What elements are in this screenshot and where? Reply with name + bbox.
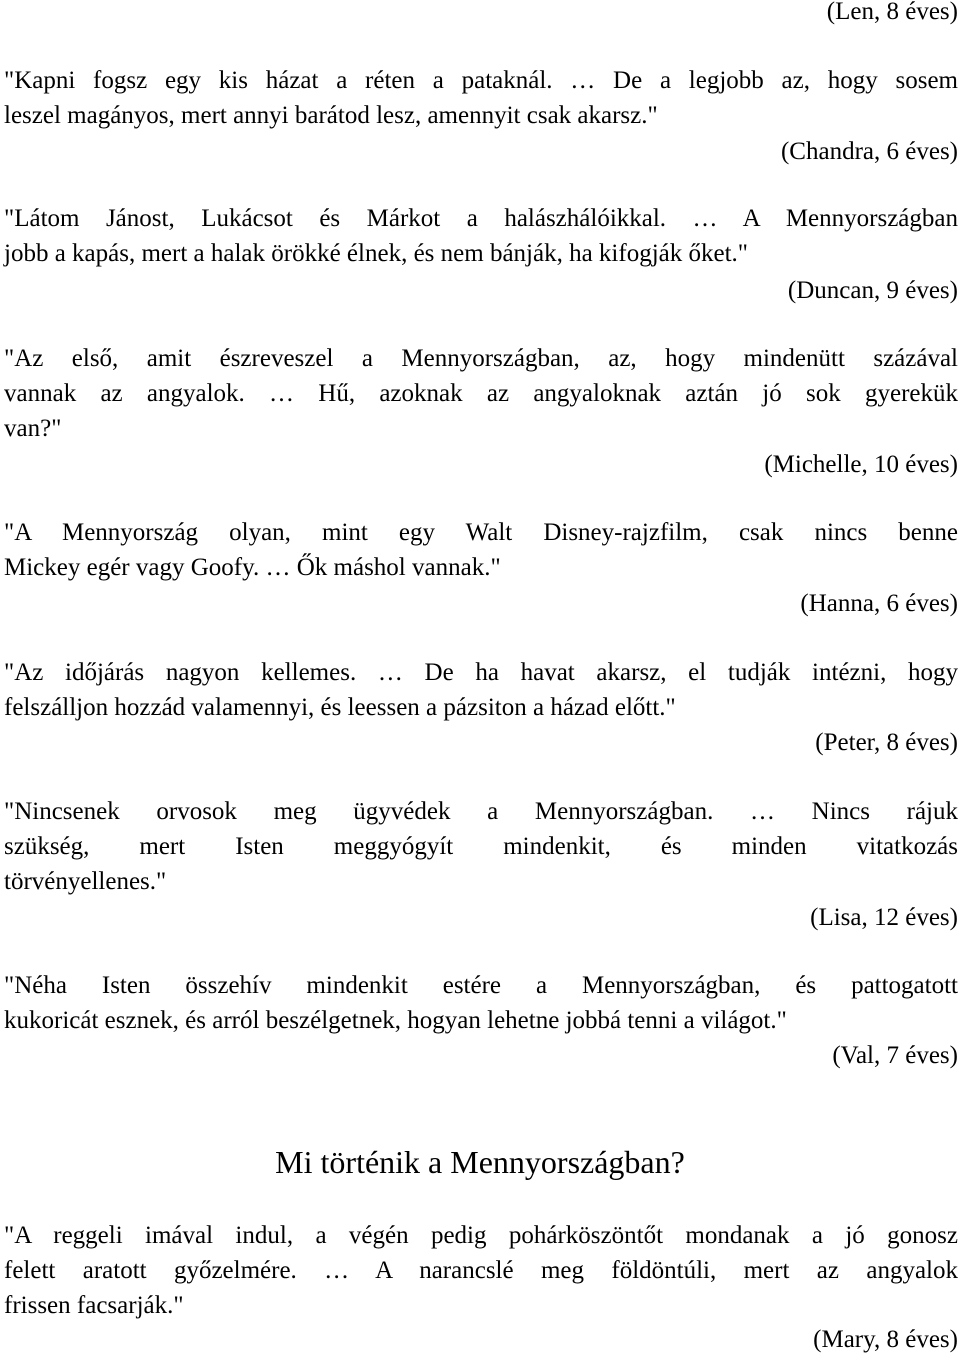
section-heading: Mi történik a Mennyországban? xyxy=(275,1144,685,1180)
quote-line: "A Mennyország olyan, mint egy Walt Disney-rajzfilm, csak nincs benne xyxy=(4,519,958,546)
quote-peter xyxy=(4,655,958,725)
quote-line: szükség, mert Isten meggyógyít mindenkit, és minden vitatkozás xyxy=(4,833,958,860)
quote-line: vannak az angyalok. … Hű, azoknak az angyaloknak aztán jó sok gyerekük xyxy=(4,380,958,407)
quote-line: "Látom Jánost, Lukácsot és Márkot a halászhálóikkal. … A Mennyországban xyxy=(4,205,958,232)
quote-michelle xyxy=(4,341,958,446)
attribution-mary: (Mary, 8 éves) xyxy=(813,1326,958,1353)
quote-hanna xyxy=(4,515,958,585)
quote-lisa xyxy=(4,794,958,899)
quote-val xyxy=(4,968,958,1038)
quote-line: felett aratott győzelmére. … A narancslé meg földöntúli, mert az angyalok xyxy=(4,1257,958,1284)
quote-line: "Néha Isten összehív mindenkit estére a Mennyországban, és pattogatott xyxy=(4,972,958,999)
quote-chandra xyxy=(4,63,958,133)
attribution-lisa: (Lisa, 12 éves) xyxy=(810,904,958,931)
attribution-hanna: (Hanna, 6 éves) xyxy=(800,590,958,617)
attribution-duncan: (Duncan, 9 éves) xyxy=(787,277,958,304)
quote-line: kukoricát esznek, és arról beszélgetnek, hogyan lehetne jobbá tenni a világot." xyxy=(4,1007,787,1034)
quote-line: "Nincsenek orvosok meg ügyvédek a Mennyországban. … Nincs rájuk xyxy=(4,798,958,825)
quote-line: "Kapni fogsz egy kis házat a réten a pataknál. … De a legjobb az, hogy sosem xyxy=(4,67,958,94)
quote-mary xyxy=(4,1218,958,1323)
quote-line: leszel magányos, mert annyi barátod lesz, amennyit csak akarsz." xyxy=(4,102,658,129)
attribution-chandra: (Chandra, 6 éves) xyxy=(780,138,958,165)
quote-line: "Az első, amit észreveszel a Mennyországban, az, hogy mindenütt százával xyxy=(4,345,958,372)
attribution-peter: (Peter, 8 éves) xyxy=(815,729,958,756)
quote-line: felszálljon hozzád valamennyi, és leessen a pázsiton a házad előtt." xyxy=(4,694,676,721)
quote-line: "A reggeli imával indul, a végén pedig pohárköszöntőt mondanak a jó gonosz xyxy=(4,1222,958,1249)
quote-duncan xyxy=(4,201,958,271)
quote-line: jobb a kapás, mert a halak örökké élnek, és nem bánják, ha kifogják őket." xyxy=(4,240,748,267)
quote-line: van?" xyxy=(4,415,62,442)
quote-line: frissen facsarják." xyxy=(4,1292,184,1319)
quote-line: Mickey egér vagy Goofy. … Ők máshol vannak." xyxy=(4,554,501,581)
attribution-val: (Val, 7 éves) xyxy=(832,1042,958,1069)
attribution-len: (Len, 8 éves) xyxy=(826,0,958,25)
quote-line: "Az időjárás nagyon kellemes. … De ha havat akarsz, el tudják intézni, hogy xyxy=(4,659,958,686)
quote-line: törvényellenes." xyxy=(4,868,167,895)
attribution-michelle: (Michelle, 10 éves) xyxy=(764,451,958,478)
